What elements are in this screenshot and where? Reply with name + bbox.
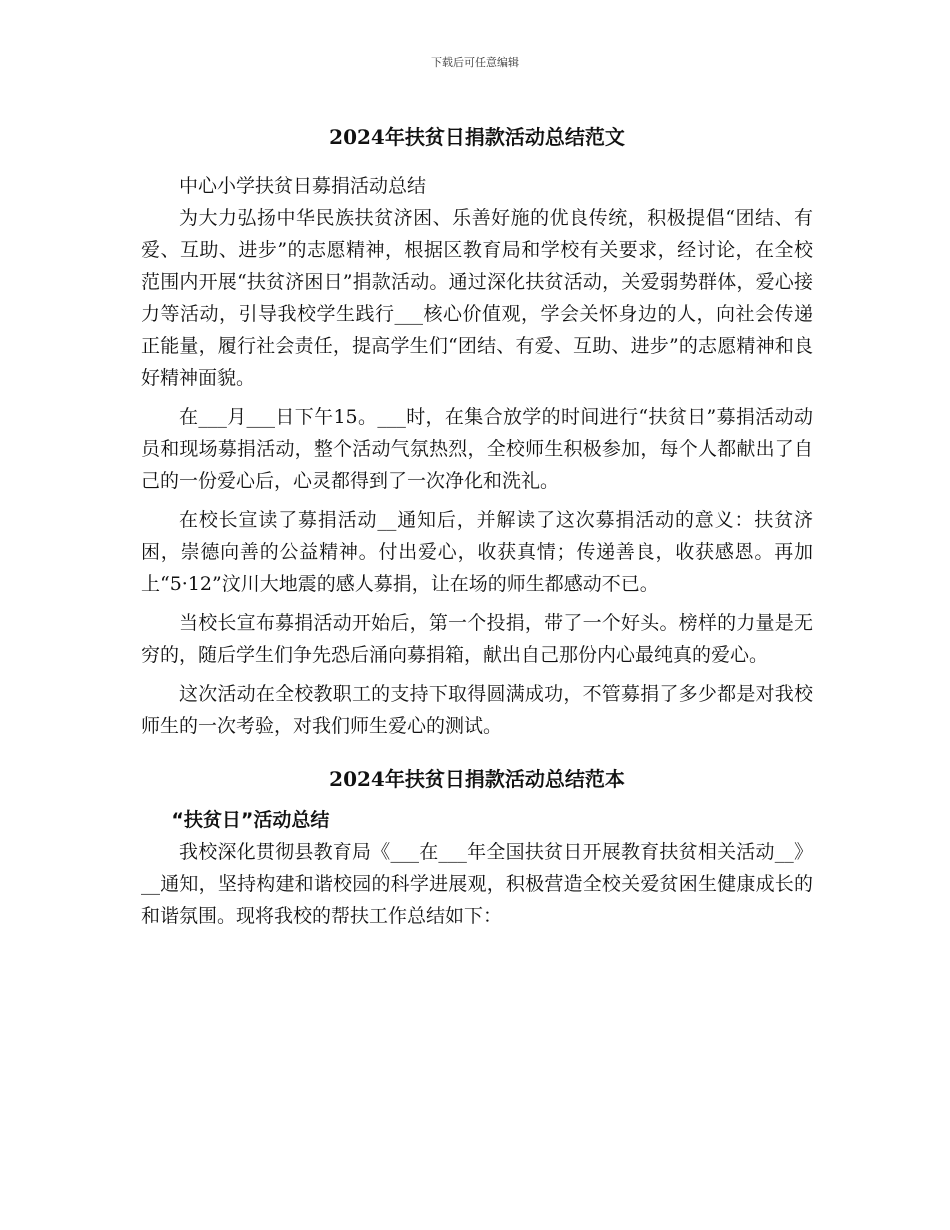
document-body — [141, 120, 813, 932]
document-title-1: 2024年扶贫日捐款活动总结范文 — [329, 125, 625, 149]
paragraph: 在___月___日下午15。___时，在集合放学的时间进行“扶贫日”募捐活动动员和现场募捐活动，整个活动气氛热烈，全校师生积极参加，每个人都献出了自己的一份爱心后，心灵都得到了一次净化和洗礼。 — [141, 406, 813, 492]
page-header-note: 下载后可任意编辑 — [431, 56, 519, 69]
paragraph: 在校长宣读了募捐活动__通知后，并解读了这次募捐活动的意义：扶贫济困，崇德向善的公益精神。付出爱心，收获真情；传递善良，收获感恩。再加上“5·12”汶川大地震的感人募捐，让在场的师生都感动不已。 — [141, 509, 813, 595]
document-subtitle: 中心小学扶贫日募捐活动总结 — [179, 175, 427, 197]
paragraph: 这次活动在全校教职工的支持下取得圆满成功，不管募捐了多少都是对我校师生的一次考验，对我们师生爱心的测试。 — [141, 683, 813, 737]
document-title-2: 2024年扶贫日捐款活动总结范本 — [329, 767, 625, 791]
paragraph: 我校深化贯彻县教育局《___在___年全国扶贫日开展教育扶贫相关活动__》__通知，坚持构建和谐校园的科学进展观，积极营造全校关爱贫困生健康成长的和谐氛围。现将我校的帮扶工作总结如下： — [141, 841, 813, 927]
paragraph: 为大力弘扬中华民族扶贫济困、乐善好施的优良传统，积极提倡“团结、有爱、互助、进步”的志愿精神，根据区教育局和学校有关要求，经讨论，在全校范围内开展“扶贫济困日”捐款活动。通过深化扶贫活动，关爱弱势群体，爱心接力等活动，引导我校学生践行___核心价值观，学会关怀身边的人，向社会传递正能量，履行社会责任，提高学生们“团结、有爱、互助、进步”的志愿精神和良好精神面貌。 — [141, 207, 813, 389]
section-heading: “扶贫日”活动总结 — [171, 809, 330, 831]
paragraph: 当校长宣布募捐活动开始后，第一个投捐，带了一个好头。榜样的力量是无穷的，随后学生们争先恐后涌向募捐箱，献出自己那份内心最纯真的爱心。 — [141, 612, 813, 666]
